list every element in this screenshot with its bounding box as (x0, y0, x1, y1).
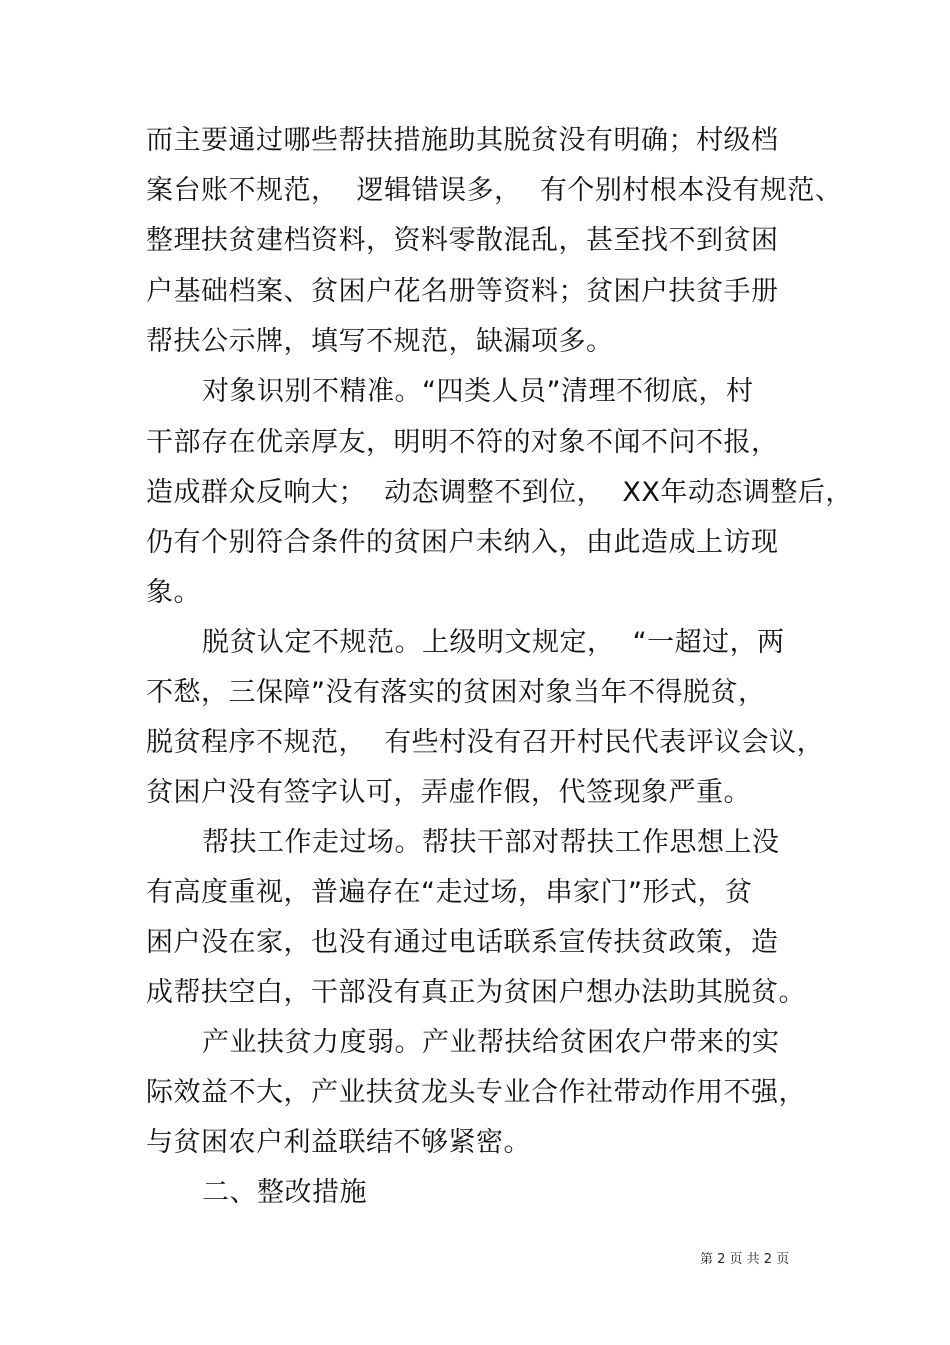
section-heading: 二、整改措施 (202, 1177, 367, 1208)
paragraph-2-line-3: 造成群众反响大； 动态调整不到位， XX年动态调整后， (146, 477, 853, 508)
paragraph-2-line-4: 仍有个别符合条件的贫困户未纳入，由此造成上访现 (146, 527, 779, 558)
paragraph-3-line-1: 脱贫认定不规范。上级明文规定， “一超过，两 (202, 627, 785, 658)
paragraph-5-line-2: 际效益不大，产业扶贫龙头专业合作社带动作用不强， (146, 1077, 806, 1108)
paragraph-1-line-1: 而主要通过哪些帮扶措施助其脱贫没有明确；村级档 (146, 125, 779, 156)
paragraph-2-line-5: 象。 (146, 577, 201, 608)
paragraph-4-line-1: 帮扶工作走过场。帮扶干部对帮扶工作思想上没 (202, 827, 780, 858)
paragraph-3-line-3: 脱贫程序不规范， 有些村没有召开村民代表评议会议， (146, 727, 825, 758)
paragraph-5-line-3: 与贫困农户利益联结不够紧密。 (146, 1127, 531, 1158)
paragraph-3-line-2: 不愁，三保障”没有落实的贫困对象当年不得脱贫， (146, 677, 766, 708)
paragraph-1-line-2: 案台账不规范， 逻辑错误多， 有个别村根本没有规范、 (146, 175, 843, 206)
paragraph-2-line-1: 对象识别不精准。“四类人员”清理不彻底，村 (202, 376, 754, 407)
paragraph-4-line-4: 成帮扶空白，干部没有真正为贫困户想办法助其脱贫。 (146, 977, 806, 1008)
paragraph-2-line-2: 干部存在优亲厚友，明明不符的对象不闻不问不报， (146, 427, 779, 458)
page-number-footer: 第 2 页 共 2 页 (700, 1252, 790, 1267)
paragraph-1-line-4: 户基础档案、贫困户花名册等资料；贫困户扶贫手册 (146, 276, 779, 307)
paragraph-3-line-4: 贫困户没有签字认可，弄虚作假，代签现象严重。 (146, 777, 751, 808)
paragraph-4-line-3: 困户没在家，也没有通过电话联系宣传扶贫政策，造 (146, 927, 779, 958)
paragraph-5-line-1: 产业扶贫力度弱。产业帮扶给贫困农户带来的实 (202, 1027, 780, 1058)
paragraph-1-line-3: 整理扶贫建档资料，资料零散混乱，甚至找不到贫困 (146, 225, 779, 256)
paragraph-4-line-2: 有高度重视，普遍存在“走过场，串家门”形式，贫 (146, 877, 753, 908)
paragraph-1-line-5: 帮扶公示牌，填写不规范，缺漏项多。 (146, 326, 614, 357)
